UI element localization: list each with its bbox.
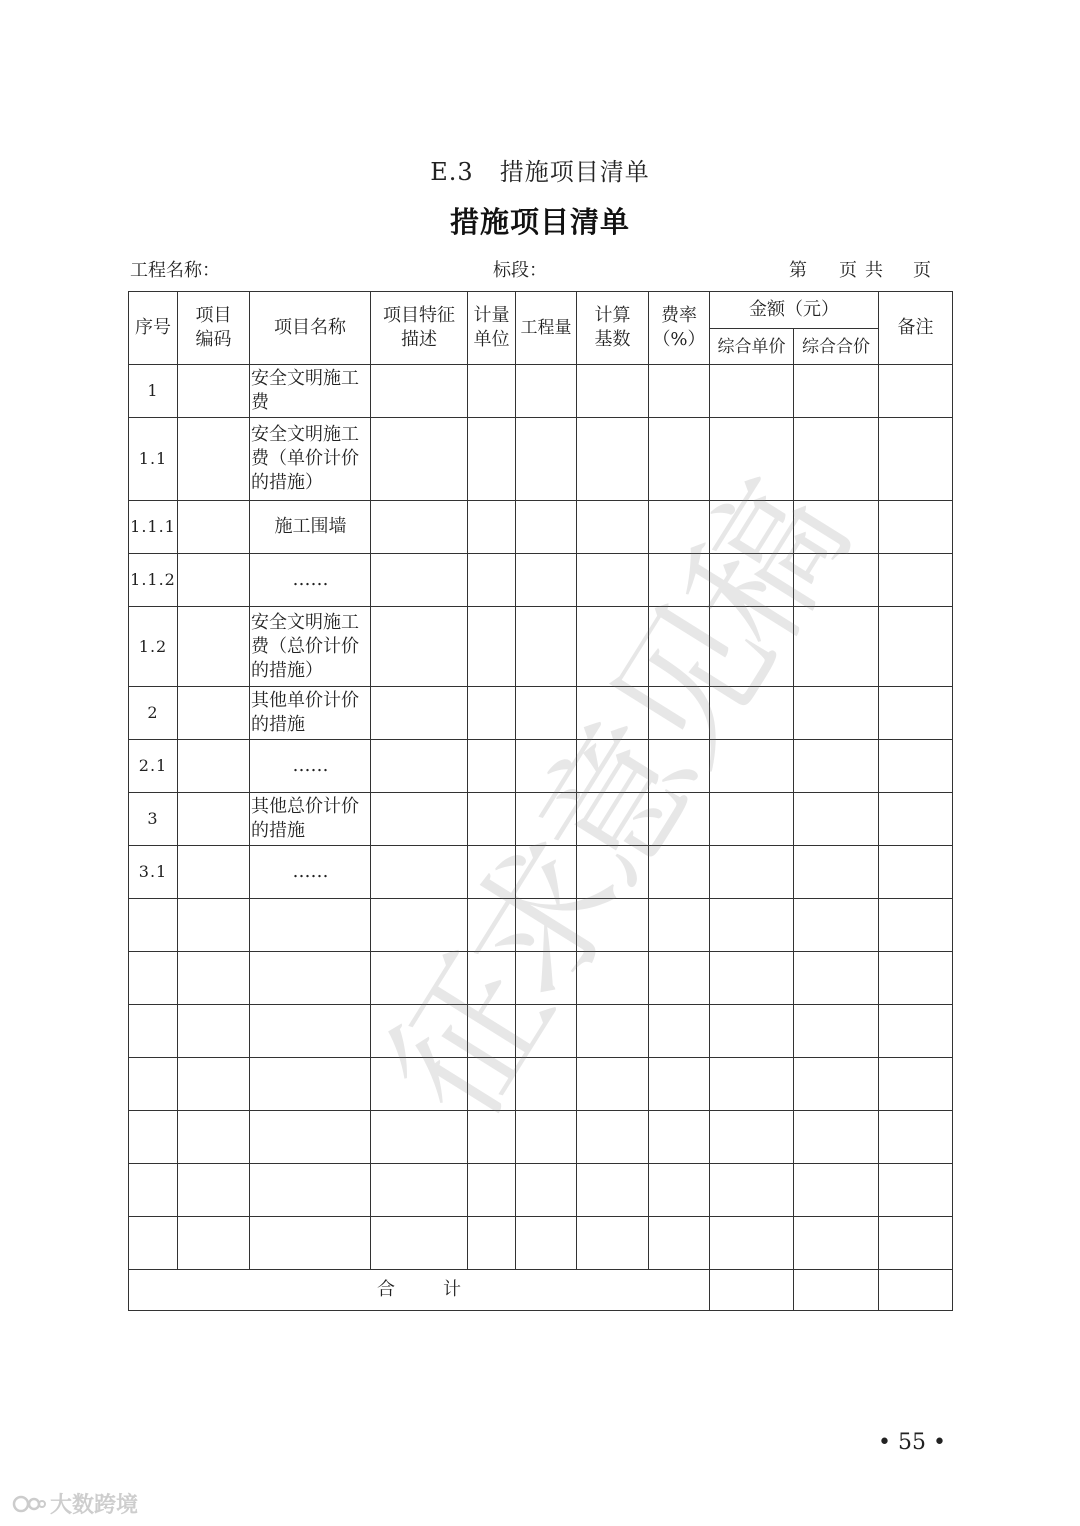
cell-unit-price	[710, 1217, 794, 1270]
cell-remark	[879, 1058, 953, 1111]
cell-feature	[371, 418, 468, 501]
cell-total-price	[794, 607, 879, 687]
page-number: • 55 •	[878, 1430, 946, 1455]
cell-unit	[468, 952, 516, 1005]
section-title: 措施项目清单	[499, 158, 650, 186]
cell-base	[577, 501, 649, 554]
cell-quantity	[516, 740, 577, 793]
header-remark: 备注	[879, 292, 953, 365]
cell-total-price	[794, 1111, 879, 1164]
cell-seq: 1	[129, 365, 178, 418]
cell-remark	[879, 607, 953, 687]
header-base: 计算 基数	[577, 292, 649, 365]
cell-name	[250, 899, 371, 952]
cell-unit	[468, 846, 516, 899]
cell-feature	[371, 1164, 468, 1217]
cell-quantity	[516, 687, 577, 740]
cell-seq: 1.1.1	[129, 501, 178, 554]
cell-base	[577, 899, 649, 952]
cell-total-sum	[794, 1270, 879, 1311]
table-row	[129, 365, 953, 418]
total-he: 合	[377, 1279, 395, 1300]
cell-total-price	[794, 1217, 879, 1270]
cell-base	[577, 1111, 649, 1164]
cell-code	[178, 1111, 250, 1164]
table-row-empty	[129, 952, 953, 1005]
cell-remark	[879, 793, 953, 846]
cell-unit-price	[710, 793, 794, 846]
cell-unit-price	[710, 607, 794, 687]
table-row-empty	[129, 899, 953, 952]
header-feature: 项目特征 描述	[371, 292, 468, 365]
cell-remark	[879, 1111, 953, 1164]
cell-name	[250, 1005, 371, 1058]
cell-unit-price	[710, 846, 794, 899]
table-row-empty	[129, 1005, 953, 1058]
cell-base	[577, 793, 649, 846]
cell-remark	[879, 846, 953, 899]
cell-total-price	[794, 1058, 879, 1111]
header-unit-price: 综合单价	[710, 329, 794, 365]
cell-total-price	[794, 793, 879, 846]
cell-feature	[371, 899, 468, 952]
total-ji: 计	[443, 1279, 461, 1300]
cell-quantity	[516, 793, 577, 846]
cell-total-price	[794, 501, 879, 554]
cell-feature	[371, 365, 468, 418]
cell-unit-price	[710, 952, 794, 1005]
cell-quantity	[516, 1111, 577, 1164]
cell-remark	[879, 365, 953, 418]
cell-remark	[879, 418, 953, 501]
cell-unit-price	[710, 501, 794, 554]
cell-feature	[371, 1058, 468, 1111]
cell-code	[178, 554, 250, 607]
cell-total-price	[794, 554, 879, 607]
cell-rate	[649, 1111, 710, 1164]
cell-quantity	[516, 365, 577, 418]
header-rate: 费率 （%）	[649, 292, 710, 365]
cell-seq	[129, 1217, 178, 1270]
cell-quantity	[516, 501, 577, 554]
cell-remark	[879, 554, 953, 607]
cell-unit-price	[710, 899, 794, 952]
cell-seq: 1.1	[129, 418, 178, 501]
cell-seq	[129, 1164, 178, 1217]
cell-unit	[468, 501, 516, 554]
table-row-empty	[129, 1217, 953, 1270]
cell-quantity	[516, 846, 577, 899]
cell-rate	[649, 687, 710, 740]
cell-code	[178, 846, 250, 899]
cell-base	[577, 554, 649, 607]
page-ye: 页	[839, 260, 857, 281]
cell-code	[178, 1005, 250, 1058]
header-seq: 序号	[129, 292, 178, 365]
cell-total-unit-price	[710, 1270, 794, 1311]
cell-base	[577, 1217, 649, 1270]
cell-base	[577, 740, 649, 793]
header-unit: 计量 单位	[468, 292, 516, 365]
cell-code	[178, 687, 250, 740]
cell-rate	[649, 740, 710, 793]
cell-quantity	[516, 1217, 577, 1270]
table-row	[129, 501, 953, 554]
table-row	[129, 607, 953, 687]
cell-quantity	[516, 607, 577, 687]
cell-rate	[649, 418, 710, 501]
cell-rate	[649, 365, 710, 418]
cell-base	[577, 846, 649, 899]
cell-base	[577, 1005, 649, 1058]
cell-rate	[649, 793, 710, 846]
cell-rate	[649, 1005, 710, 1058]
cell-seq: 1.2	[129, 607, 178, 687]
cell-base	[577, 687, 649, 740]
measures-table	[128, 291, 953, 1311]
page-ye-total: 页	[913, 260, 931, 281]
cell-rate	[649, 1217, 710, 1270]
cell-rate	[649, 1058, 710, 1111]
cell-feature	[371, 501, 468, 554]
cell-seq	[129, 899, 178, 952]
cell-quantity	[516, 952, 577, 1005]
cell-feature	[371, 1111, 468, 1164]
cell-name: 安全文明施工费	[250, 365, 371, 418]
cell-remark	[879, 1164, 953, 1217]
section-label: 标段：	[493, 260, 547, 281]
cell-name	[250, 1164, 371, 1217]
cell-seq	[129, 1058, 178, 1111]
cell-name: 安全文明施工费（总价计价的措施）	[250, 607, 371, 687]
cell-seq	[129, 1005, 178, 1058]
cell-unit	[468, 1005, 516, 1058]
cell-seq: 2	[129, 687, 178, 740]
header-total-price: 综合合价	[794, 329, 879, 365]
cell-unit	[468, 1217, 516, 1270]
cell-quantity	[516, 1005, 577, 1058]
cell-base	[577, 418, 649, 501]
cell-unit	[468, 1164, 516, 1217]
cell-name	[250, 952, 371, 1005]
cell-total-price	[794, 1164, 879, 1217]
cell-rate	[649, 607, 710, 687]
cell-quantity	[516, 554, 577, 607]
project-name-label: 工程名称：	[130, 260, 220, 281]
cell-name	[250, 1111, 371, 1164]
cell-unit-price	[710, 1005, 794, 1058]
cell-base	[577, 607, 649, 687]
cell-feature	[371, 607, 468, 687]
cell-unit-price	[710, 687, 794, 740]
cell-code	[178, 418, 250, 501]
brand-logo-icon	[12, 1492, 46, 1516]
cell-code	[178, 1058, 250, 1111]
table-row-empty	[129, 1164, 953, 1217]
header-code: 项目 编码	[178, 292, 250, 365]
cell-total-price	[794, 365, 879, 418]
total-row	[129, 1270, 953, 1311]
table-row	[129, 687, 953, 740]
table-row-empty	[129, 1111, 953, 1164]
cell-remark	[879, 687, 953, 740]
cell-code	[178, 607, 250, 687]
cell-unit	[468, 793, 516, 846]
cell-total-remark	[879, 1270, 953, 1311]
footer-logo	[12, 1488, 138, 1519]
header-quantity: 工程量	[516, 292, 577, 365]
cell-remark	[879, 952, 953, 1005]
cell-unit	[468, 365, 516, 418]
cell-feature	[371, 1217, 468, 1270]
cell-feature	[371, 952, 468, 1005]
cell-name: ……	[250, 740, 371, 793]
cell-seq	[129, 952, 178, 1005]
table-row	[129, 418, 953, 501]
cell-unit	[468, 740, 516, 793]
cell-name: 其他单价计价的措施	[250, 687, 371, 740]
cell-feature	[371, 554, 468, 607]
cell-code	[178, 365, 250, 418]
cell-unit	[468, 1111, 516, 1164]
cell-code	[178, 899, 250, 952]
cell-name: ……	[250, 554, 371, 607]
cell-total-price	[794, 740, 879, 793]
cell-code	[178, 501, 250, 554]
cell-unit	[468, 687, 516, 740]
cell-name	[250, 1217, 371, 1270]
cell-base	[577, 952, 649, 1005]
cell-name: 其他总价计价的措施	[250, 793, 371, 846]
cell-quantity	[516, 1164, 577, 1217]
document-title: 措施项目清单	[449, 205, 630, 239]
cell-unit	[468, 418, 516, 501]
cell-name: 施工围墙	[250, 501, 371, 554]
cell-seq: 1.1.2	[129, 554, 178, 607]
cell-code	[178, 952, 250, 1005]
table-row	[129, 740, 953, 793]
cell-base	[577, 1058, 649, 1111]
cell-quantity	[516, 899, 577, 952]
cell-unit-price	[710, 418, 794, 501]
cell-remark	[879, 1217, 953, 1270]
section-number: E.3	[430, 158, 474, 186]
cell-name: ……	[250, 846, 371, 899]
cell-rate	[649, 952, 710, 1005]
cell-feature	[371, 793, 468, 846]
cell-total-price	[794, 846, 879, 899]
cell-rate	[649, 1164, 710, 1217]
header-name: 项目名称	[250, 292, 371, 365]
cell-unit	[468, 554, 516, 607]
cell-rate	[649, 501, 710, 554]
watermark: 征求意见稿	[357, 462, 877, 1149]
cell-seq: 2.1	[129, 740, 178, 793]
cell-rate	[649, 846, 710, 899]
page-di: 第	[789, 260, 807, 281]
cell-remark	[879, 740, 953, 793]
cell-unit-price	[710, 554, 794, 607]
cell-code	[178, 740, 250, 793]
page-count-label	[789, 256, 931, 282]
header-amount: 金额（元）	[710, 292, 879, 329]
cell-unit	[468, 607, 516, 687]
table-row	[129, 793, 953, 846]
cell-total-price	[794, 687, 879, 740]
cell-unit-price	[710, 740, 794, 793]
cell-seq: 3	[129, 793, 178, 846]
cell-unit-price	[710, 1111, 794, 1164]
cell-total-price	[794, 1005, 879, 1058]
cell-total-price	[794, 952, 879, 1005]
cell-feature	[371, 1005, 468, 1058]
cell-code	[178, 1217, 250, 1270]
cell-remark	[879, 501, 953, 554]
table-row	[129, 846, 953, 899]
cell-remark	[879, 1005, 953, 1058]
cell-seq	[129, 1111, 178, 1164]
page-gong: 共	[865, 260, 883, 281]
cell-rate	[649, 554, 710, 607]
cell-rate	[649, 899, 710, 952]
cell-feature	[371, 687, 468, 740]
cell-base	[577, 1164, 649, 1217]
table-row	[129, 554, 953, 607]
total-label	[129, 1270, 710, 1311]
cell-unit	[468, 1058, 516, 1111]
footer-logo-text: 大数跨境	[50, 1493, 139, 1518]
cell-remark	[879, 899, 953, 952]
cell-unit-price	[710, 1058, 794, 1111]
cell-seq: 3.1	[129, 846, 178, 899]
table-row-empty	[129, 1058, 953, 1111]
cell-feature	[371, 846, 468, 899]
table-body	[129, 365, 953, 1311]
cell-feature	[371, 740, 468, 793]
cell-unit-price	[710, 1164, 794, 1217]
cell-total-price	[794, 418, 879, 501]
cell-quantity	[516, 1058, 577, 1111]
cell-code	[178, 1164, 250, 1217]
cell-base	[577, 365, 649, 418]
cell-name	[250, 1058, 371, 1111]
cell-name: 安全文明施工费（单价计价的措施）	[250, 418, 371, 501]
header-row	[129, 292, 953, 329]
cell-unit	[468, 899, 516, 952]
section-heading	[0, 152, 1080, 187]
cell-total-price	[794, 899, 879, 952]
cell-quantity	[516, 418, 577, 501]
cell-code	[178, 793, 250, 846]
cell-unit-price	[710, 365, 794, 418]
